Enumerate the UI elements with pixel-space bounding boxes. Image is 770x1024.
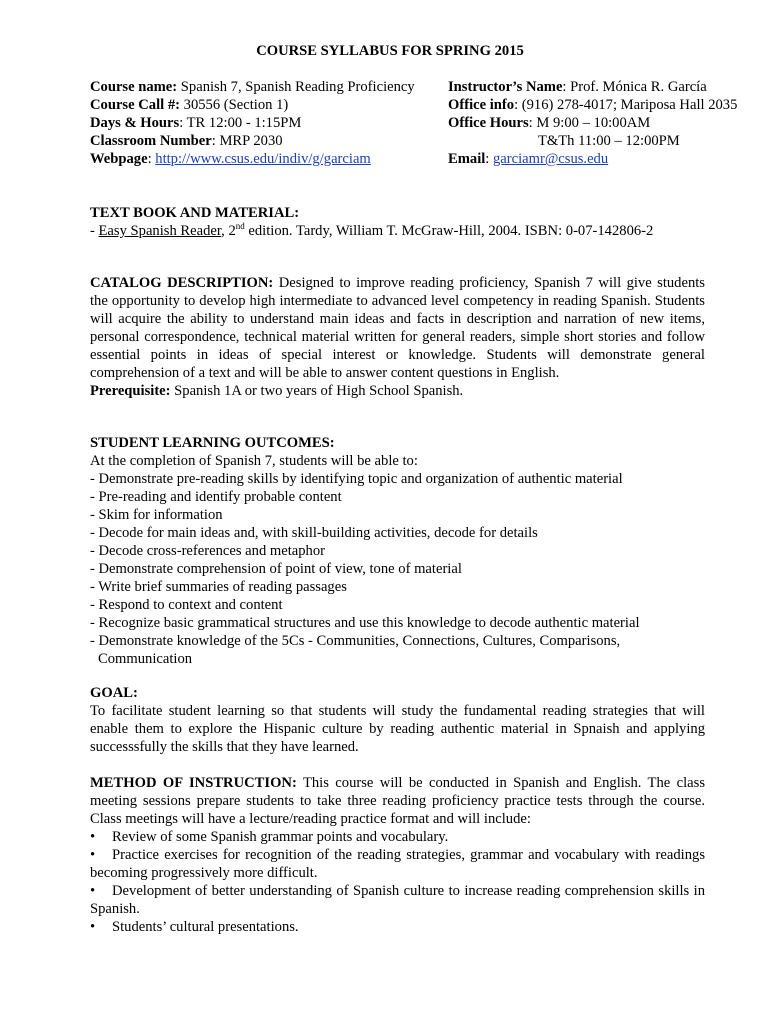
prerequisite-value: Spanish 1A or two years of High School Spanish.: [170, 383, 464, 399]
office-hours-line: [448, 114, 748, 132]
days-hours-line: [90, 114, 450, 132]
method-bullet-text: Development of better understanding of Spanish culture to increase reading comprehension skills in Spanish.: [90, 883, 705, 917]
course-name-line: [90, 78, 450, 96]
goal-heading: [90, 684, 705, 702]
method-bullet-item: [90, 828, 705, 846]
method-bullet-item: [90, 846, 705, 882]
method-heading: METHOD OF INSTRUCTION:: [90, 775, 297, 791]
catalog-heading: CATALOG DESCRIPTION:: [90, 275, 274, 291]
outcomes-intro: At the completion of Spanish 7, students will be able to:: [90, 453, 418, 469]
office-info-line: [448, 96, 748, 114]
course-info: [90, 78, 450, 168]
outcome-item: - Pre-reading and identify probable content: [90, 489, 342, 505]
office-hours-value: : M 9:00 – 10:00AM: [528, 115, 651, 131]
office-info-label: Office info: [448, 97, 515, 113]
outcome-item: - Respond to context and content: [90, 597, 283, 613]
method-bullet-item: [90, 882, 705, 918]
catalog-section: [90, 274, 705, 400]
method-bullet-text: Students’ cultural presentations.: [112, 919, 299, 935]
outcome-item: - Skim for information: [90, 507, 223, 523]
outcome-item: - Write brief summaries of reading passages: [90, 579, 347, 595]
textbook-details: edition. Tardy, William T. McGraw-Hill, 2004. ISBN: 0-07-142806-2: [244, 223, 654, 239]
course-name-value: Spanish 7, Spanish Reading Proficiency: [177, 79, 415, 95]
bullet-glyph: •: [90, 919, 96, 935]
textbook-dash: -: [90, 223, 99, 239]
course-call-line: [90, 96, 450, 114]
course-call-value: 30556 (Section 1): [180, 97, 289, 113]
catalog-description: [90, 274, 705, 382]
instructor-name-value: : Prof. Mónica R. García: [562, 79, 707, 95]
outcomes-heading-text: STUDENT LEARNING OUTCOMES:: [90, 435, 335, 451]
office-hours-label: Office Hours: [448, 115, 529, 131]
method-text: This course will be conducted in Spanish and English. The class meeting sessions prepare students to take three reading proficiency practice tests through the course. Class meetings will have a lecture/reading practice format and will include:: [90, 775, 706, 827]
textbook-title: Easy Spanish Reader: [98, 223, 222, 239]
outcomes-section: [90, 434, 705, 668]
outcome-item-continuation: Communication: [98, 651, 193, 667]
bullet-glyph: •: [90, 883, 96, 899]
outcomes-heading: [90, 434, 705, 452]
outcome-item: - Recognize basic grammatical structures and use this knowledge to decode authentic material: [90, 615, 640, 631]
method-bullet-text: Practice exercises for recognition of the reading strategies, grammar and vocabulary with readings becoming progressively more difficult.: [90, 847, 705, 881]
method-bullet-item: [90, 918, 705, 936]
bullet-glyph: •: [90, 829, 96, 845]
document-title: COURSE SYLLABUS FOR SPRING 2015: [256, 43, 524, 59]
instructor-name-label: Instructor’s Name: [448, 79, 563, 95]
textbook-entry: [90, 222, 705, 240]
classroom-line: [90, 132, 450, 150]
bullet-glyph: •: [90, 847, 96, 863]
webpage-link[interactable]: http://www.csus.edu/indiv/g/garciam: [155, 151, 371, 167]
goal-heading-text: GOAL:: [90, 685, 138, 701]
days-hours-label: Days & Hours: [90, 115, 180, 131]
textbook-section: [90, 204, 705, 240]
method-bullet-text: Review of some Spanish grammar points and vocabulary.: [112, 829, 449, 845]
instructor-name-line: [448, 78, 748, 96]
textbook-edition-suffix: nd: [235, 221, 245, 232]
prerequisite-label: Prerequisite:: [90, 383, 171, 399]
textbook-heading: [90, 204, 705, 222]
outcome-item: - Demonstrate knowledge of the 5Cs - Communities, Connections, Cultures, Comparisons,: [90, 633, 621, 649]
webpage-label: Webpage: [90, 151, 148, 167]
outcome-item: - Decode cross-references and metaphor: [90, 543, 325, 559]
outcome-item: - Demonstrate comprehension of point of view, tone of material: [90, 561, 462, 577]
prerequisite-line: [90, 382, 705, 400]
goal-text: To facilitate student learning so that students will study the fundamental reading strategies that will enable them to explore the Hispanic culture by reading authentic material in Spnaish and applying successsfully the skills that they have learned.: [90, 703, 705, 755]
method-description: [90, 774, 705, 828]
classroom-label: Classroom Number: [90, 133, 212, 149]
method-section: [90, 774, 705, 936]
office-hours-line-2: T&Th 11:00 – 12:00PM: [538, 133, 680, 149]
days-hours-value: : TR 12:00 - 1:15PM: [179, 115, 302, 131]
office-info-value: : (916) 278-4017; Mariposa Hall 2035: [514, 97, 738, 113]
email-line: [448, 150, 748, 168]
course-call-label: Course Call #:: [90, 97, 180, 113]
email-label: Email: [448, 151, 486, 167]
textbook-heading-text: TEXT BOOK AND MATERIAL:: [90, 205, 300, 221]
classroom-value: : MRP 2030: [211, 133, 283, 149]
outcome-item: - Demonstrate pre-reading skills by identifying topic and organization of authentic material: [90, 471, 623, 487]
course-name-label: Course name:: [90, 79, 178, 95]
textbook-edition-number: , 2: [221, 223, 236, 239]
catalog-text: Designed to improve reading proficiency, Spanish 7 will give students the opportunity to develop high intermediate to advanced level competency in reading Spanish. Students will acquire the ability to understand main ideas and facts in description and narration of new items, personal correspondence, technical material written for general readers, simple short stories and follow essential points in ideas of special interest or knowledge. Students will demonstrate general comprehension of a text and will be able to answer content questions in English.: [90, 275, 705, 381]
email-link[interactable]: garciamr@csus.edu: [493, 151, 609, 167]
email-separator: :: [485, 151, 493, 167]
outcome-item: - Decode for main ideas and, with skill-building activities, decode for details: [90, 525, 538, 541]
instructor-info: [448, 78, 748, 168]
goal-section: [90, 684, 705, 756]
webpage-line: [90, 150, 450, 168]
webpage-separator: :: [147, 151, 156, 167]
